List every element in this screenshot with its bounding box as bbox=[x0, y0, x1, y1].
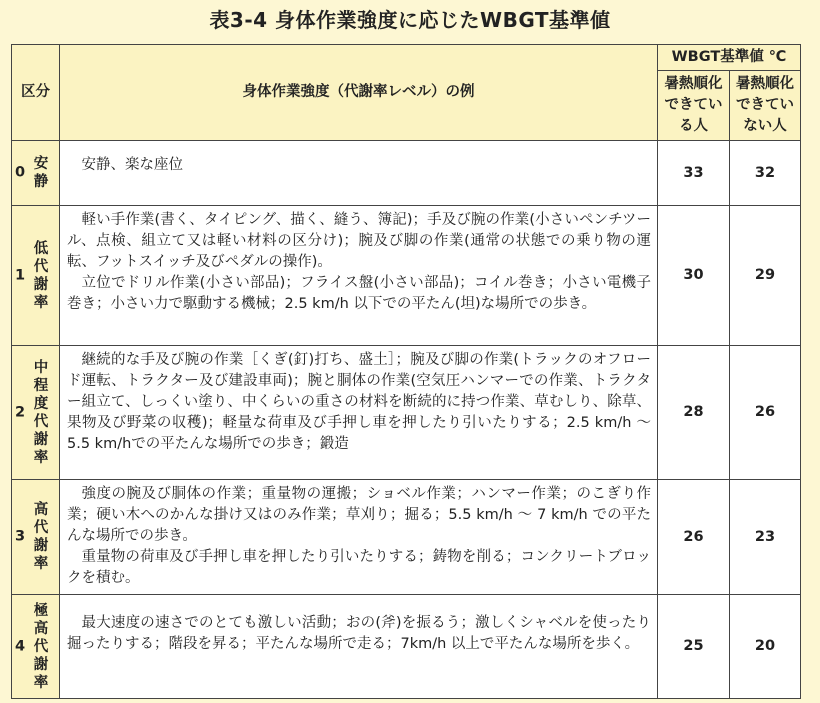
header-example: 身体作業強度（代謝率レベル）の例 bbox=[60, 45, 658, 141]
row-category bbox=[12, 595, 60, 699]
category-name: 極高代謝率 bbox=[33, 602, 49, 691]
table-row bbox=[12, 595, 801, 699]
value-acclimatized: 28 bbox=[658, 346, 730, 480]
category-number: 0 bbox=[15, 164, 26, 181]
value-acclimatized: 33 bbox=[658, 141, 730, 206]
value-not-acclimatized: 23 bbox=[730, 480, 801, 595]
row-category bbox=[12, 141, 60, 206]
table-row bbox=[12, 206, 801, 346]
table-row bbox=[12, 141, 801, 206]
description-paragraph: 最大速度の速さでのとても激しい活動；おの(斧)を振るう；激しくシャベルを使ったり掘ったりする；階段を昇る；平たんな場所で走る；7km/h 以上で平たんな場所を歩く。 bbox=[67, 615, 651, 652]
description-paragraph: 立位でドリル作業(小さい部品)；フライス盤(小さい部品)；コイル巻き；小さい電機子巻き；小さい力で駆動する機械；2.5 km/h 以下での平たん(坦)な場所での歩き。 bbox=[67, 275, 651, 312]
category-name: 中程度代謝率 bbox=[33, 359, 49, 466]
value-acclimatized: 25 bbox=[658, 595, 730, 699]
category-name: 高代謝率 bbox=[33, 502, 49, 572]
category-number: 3 bbox=[15, 528, 26, 545]
value-acclimatized: 30 bbox=[658, 206, 730, 346]
value-not-acclimatized: 29 bbox=[730, 206, 801, 346]
value-acclimatized: 26 bbox=[658, 480, 730, 595]
category-number: 1 bbox=[15, 267, 26, 283]
description-paragraph: 強度の腕及び胴体の作業；重量物の運搬；ショベル作業；ハンマー作業；のこぎり作業；硬い木へのかんな掛け又はのみ作業；草刈り；掘る；5.5 km/h ～ 7 km/h での平たんな場所での歩き。 bbox=[67, 486, 651, 544]
value-not-acclimatized: 26 bbox=[730, 346, 801, 480]
table-row bbox=[12, 480, 801, 595]
wbgt-table bbox=[11, 44, 801, 699]
category-name: 安静 bbox=[33, 156, 49, 190]
category-name: 低代謝率 bbox=[33, 240, 49, 311]
description-paragraph: 継続的な手及び腕の作業［くぎ(釘)打ち、盛土］；腕及び脚の作業(トラックのオフロード運転、トラクター及び建設車両)；腕と胴体の作業(空気圧ハンマーでの作業、トラクター組立て、しっくい塗り、中くらいの重さの材料を断続的に持つ作業、草むしり、除草、果物及び野菜の収穫)；軽量な荷車及び手押し車を押したり引いたりする；2.5 km/h ～ 5.5 km/hでの平たんな場所での歩き；鍛造 bbox=[67, 352, 651, 452]
row-description bbox=[60, 480, 658, 595]
header-not-acclimatized: 暑熱順化できていない人 bbox=[730, 71, 801, 141]
table-title: 表3-4 身体作業強度に応じたWBGT基準値 bbox=[209, 8, 611, 32]
header-acclimatized: 暑熱順化できている人 bbox=[658, 71, 730, 141]
header-wbgt: WBGT基準値 ℃ bbox=[658, 45, 801, 71]
row-description bbox=[60, 206, 658, 346]
row-category bbox=[12, 346, 60, 480]
description-paragraph: 軽い手作業(書く、タイピング、描く、縫う、簿記)；手及び腕の作業(小さいペンチツール、点検、組立て又は軽い材料の区分け)；腕及び脚の作業(通常の状態での乗り物の運転、フットスイッチ及びペダルの操作)。 bbox=[67, 212, 651, 270]
description-paragraph: 安静、楽な座位 bbox=[81, 157, 183, 173]
category-number: 4 bbox=[15, 638, 26, 654]
header-category: 区分 bbox=[12, 45, 60, 141]
description-paragraph: 重量物の荷車及び手押し車を押したり引いたりする；鋳物を削る；コンクリートブロックを積む。 bbox=[67, 549, 651, 586]
category-number: 2 bbox=[15, 404, 26, 420]
row-description bbox=[60, 141, 658, 206]
value-not-acclimatized: 20 bbox=[730, 595, 801, 699]
row-category bbox=[12, 206, 60, 346]
table-row bbox=[12, 346, 801, 480]
row-description bbox=[60, 346, 658, 480]
row-description bbox=[60, 595, 658, 699]
value-not-acclimatized: 32 bbox=[730, 141, 801, 206]
row-category bbox=[12, 480, 60, 595]
